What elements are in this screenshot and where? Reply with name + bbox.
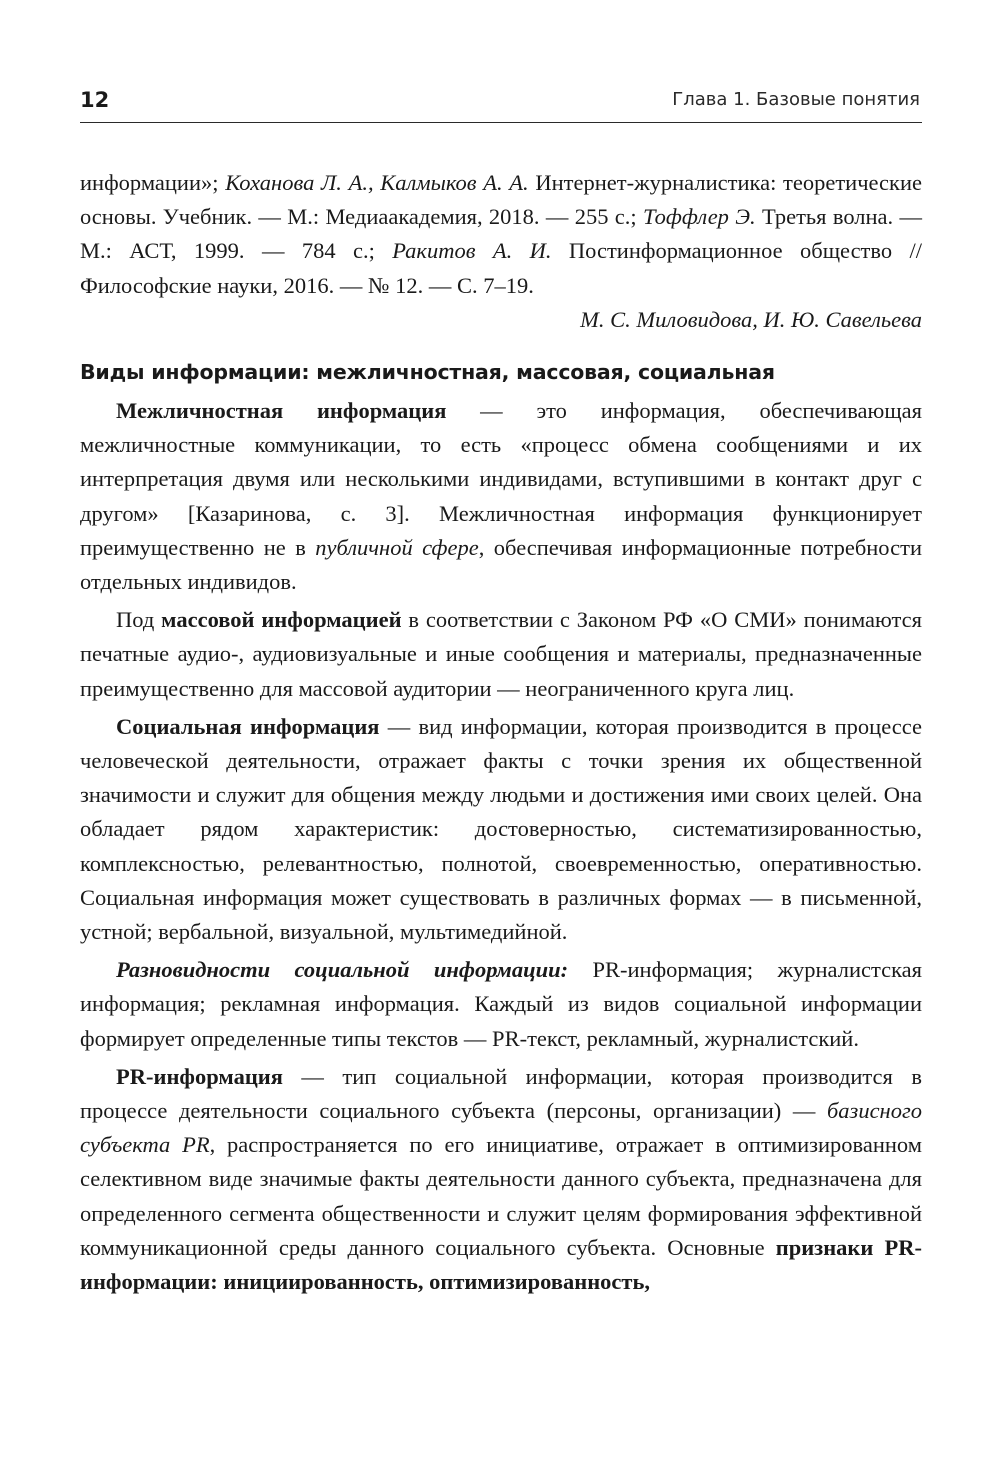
paragraph-varieties: Разновидности социальной информации: PR-информация; журналистская информация; рекламная информация. Каждый из видов социальной информации формирует определенные типы текстов — PR-текст, рекламный, журналистский. (80, 957, 922, 1051)
section-heading: Виды информации: межличностная, массовая, социальная (80, 360, 775, 385)
page-header (80, 84, 922, 123)
paragraph-pr-information: PR-информация — тип социальной информации, которая производится в процессе деятельности социального субъекта (персоны, организации) — базисного субъекта PR, распространяется по его инициативе, отражает в оптимизированном селективном виде значимые факты деятельности данного субъекта, предназначена для определенного сегмента общественности и служит целям формирования эффективной коммуникационной среды данного социального субъекта. Основные признаки PR-информации: инициированность, оптимизированность, (80, 1063, 922, 1295)
page-body (80, 166, 922, 1299)
page-number: 12 (80, 88, 110, 112)
author-signature: М. С. Миловидова, И. Ю. Савельева (580, 306, 922, 332)
paragraph-interpersonal: Межличностная информация — это информация, обеспечивающая межличностные коммуникации, то есть «процесс обмена сообщениями и их интерпретация двумя или несколькими индивидами, вступившими в контакт друг с другом» [Казаринова, с. 3]. Межличностная информация функционирует преимущественно не в публичной сфере, обеспечивая информационные потребности отдельных индивидов. (80, 398, 922, 595)
paragraph-mass: Под массовой информацией в соответствии с Законом РФ «О СМИ» понимаются печатные аудио-, аудиовизуальные и иные сообщения и материалы, предназначенные преимущественно для массовой аудитории — неограниченного круга лиц. (80, 607, 922, 701)
paragraph-social: Социальная информация — вид информации, которая производится в процессе человеческой деятельности, отражает факты с точки зрения их общественной значимости и служит для общения между людьми и достижения ими своих целей. Она обладает рядом характеристик: достоверностью, систематизированностью, комплексностью, релевантностью, полнотой, своевременностью, оперативностью. Социальная информация может существовать в различных формах — в письменной, устной; вербальной, визуальной, мультимедийной. (80, 713, 922, 945)
references-continuation: информации»; Коханова Л. А., Калмыков А. А. Интернет-журналистика: теоретические основы. Учебник. — М.: Медиаакадемия, 2018. — 255 с.; Тоффлер Э. Третья волна. — М.: АСТ, 1999. — 784 с.; Ракитов А. И. Постинформационное общество // Философские науки, 2016. — № 12. — С. 7–19. (80, 170, 923, 298)
running-head: Глава 1. Базовые понятия (672, 89, 920, 110)
